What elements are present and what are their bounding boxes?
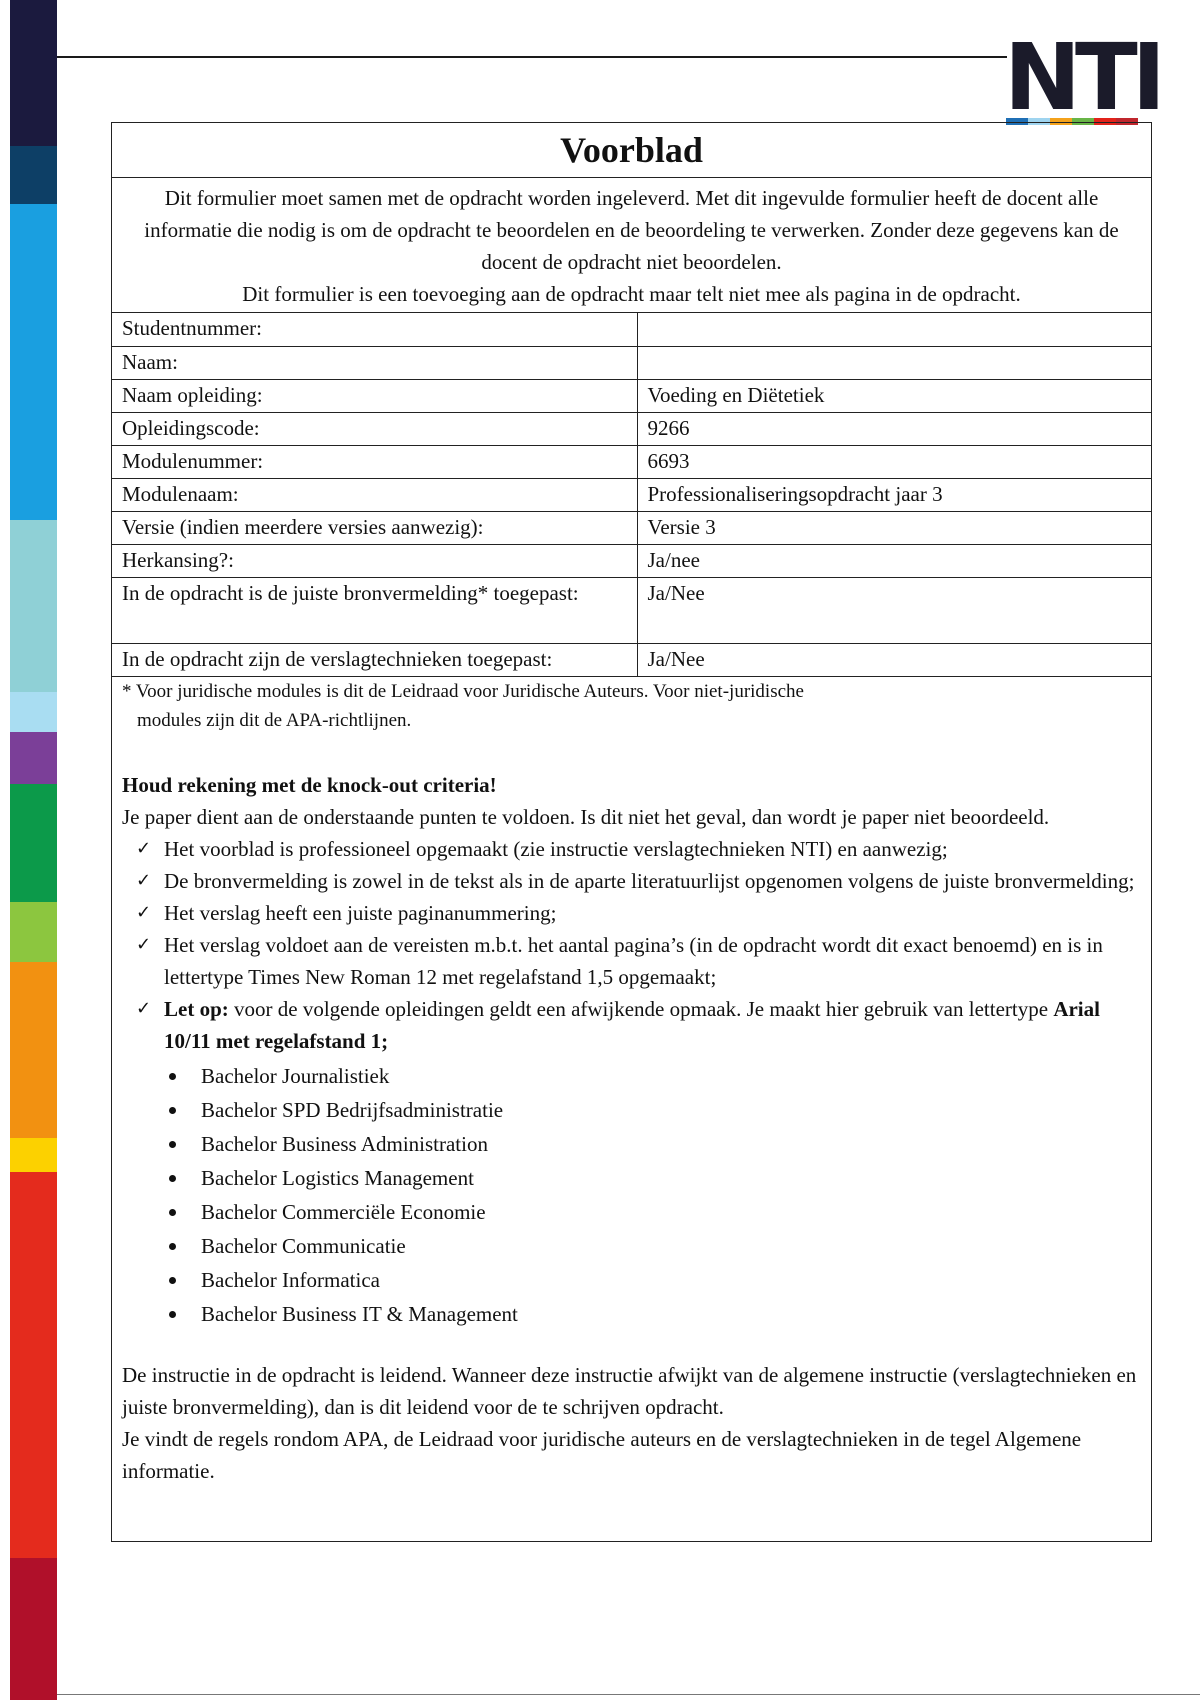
list-item xyxy=(122,1263,1141,1297)
table-row xyxy=(112,346,1151,379)
closing-paragraph: Je vindt de regels rondom APA, de Leidraad voor juridische auteurs en de verslagtechnieken in de tegel Algemene informatie. xyxy=(122,1426,1082,1483)
program-name: Bachelor Business Administration xyxy=(201,1131,488,1156)
footnote-line: * Voor juridische modules is dit de Leidraad voor Juridische Auteurs. Voor niet-juridische xyxy=(122,680,804,702)
color-band-segment xyxy=(10,962,57,1138)
bullet-icon xyxy=(169,1141,176,1148)
color-band-segment xyxy=(10,1138,57,1172)
table-row xyxy=(112,445,1151,478)
checklist-item xyxy=(122,993,1141,1057)
field-value[interactable]: Professionaliseringsopdracht jaar 3 xyxy=(637,478,1151,511)
field-value[interactable] xyxy=(637,313,1151,346)
logo-text: NTI xyxy=(1004,24,1160,131)
checkmark-icon: ✓ xyxy=(136,901,152,923)
bullet-icon xyxy=(169,1073,176,1080)
list-item xyxy=(122,1161,1141,1195)
color-band-segment xyxy=(10,204,57,360)
title-row xyxy=(112,123,1151,178)
bullet-icon xyxy=(169,1107,176,1114)
table-row xyxy=(112,379,1151,412)
checkmark-icon: ✓ xyxy=(136,933,152,955)
program-name: Bachelor Logistics Management xyxy=(201,1165,474,1190)
field-value[interactable]: 6693 xyxy=(637,445,1151,478)
list-item xyxy=(122,1127,1141,1161)
checklist-text: voor de volgende opleidingen geldt een afwijkende opmaak. Je maakt hier gebruik van lettertype xyxy=(228,996,1054,1021)
checklist-text: De bronvermelding is zowel in de tekst als in de aparte literatuurlijst opgenomen volgens de juiste bronvermelding; xyxy=(164,868,1135,893)
program-name: Bachelor Journalistiek xyxy=(201,1063,390,1088)
field-label: In de opdracht zijn de verslagtechnieken toegepast: xyxy=(112,643,637,676)
field-value[interactable]: Ja/nee xyxy=(637,544,1151,577)
field-label: Modulenummer: xyxy=(112,445,637,478)
field-value[interactable]: Ja/Nee xyxy=(637,577,1151,643)
intro-paragraph: Dit formulier moet samen met de opdracht worden ingeleverd. Met dit ingevulde formulier heeft de docent alle informatie die nodig is om de opdracht te beoordelen en de beoordeling te verwerken. Zonder deze gegevens kan de docent de opdracht niet beoordelen. xyxy=(144,186,1119,274)
field-value[interactable] xyxy=(637,346,1151,379)
checklist-text: Het verslag heeft een juiste paginanummering; xyxy=(164,900,557,925)
list-item xyxy=(122,1297,1141,1331)
field-label: Versie (indien meerdere versies aanwezig): xyxy=(112,511,637,544)
list-item xyxy=(122,1093,1141,1127)
bullet-icon xyxy=(169,1243,176,1250)
color-band-segment xyxy=(10,692,57,732)
color-band-segment xyxy=(10,1372,57,1558)
checklist xyxy=(122,833,1141,1057)
header-rule xyxy=(57,56,1007,58)
bullet-icon xyxy=(169,1209,176,1216)
page-title: Voorblad xyxy=(560,130,703,170)
field-label: In de opdracht is de juiste bronvermelding* toegepast: xyxy=(112,577,637,643)
program-name: Bachelor Business IT & Management xyxy=(201,1301,518,1326)
info-table xyxy=(112,313,1151,677)
color-band-segment xyxy=(10,0,57,146)
checklist-text: Het verslag voldoet aan de vereisten m.b.t. het aantal pagina’s (in de opdracht wordt dit exact benoemd) en is in lettertype Times New Roman 12 met regelafstand 1,5 opgemaakt; xyxy=(164,932,1103,989)
bullet-icon xyxy=(169,1311,176,1318)
checkmark-icon: ✓ xyxy=(136,869,152,891)
checklist-text: Het voorblad is professioneel opgemaakt (zie instructie verslagtechnieken NTI) en aanwezig; xyxy=(164,836,948,861)
checklist-item xyxy=(122,897,1141,929)
program-list xyxy=(122,1059,1141,1331)
table-row xyxy=(112,313,1151,346)
field-label: Naam opleiding: xyxy=(112,379,637,412)
closing-text xyxy=(122,1359,1141,1487)
table-row xyxy=(112,478,1151,511)
table-row xyxy=(112,577,1151,643)
field-label: Studentnummer: xyxy=(112,313,637,346)
field-label: Naam: xyxy=(112,346,637,379)
list-item xyxy=(122,1229,1141,1263)
checklist-bold-tail: Arial 10/11 met regelafstand 1; xyxy=(164,996,1100,1053)
closing-paragraph: De instructie in de opdracht is leidend. Wanneer deze instructie afwijkt van de algemene instructie (verslagtechnieken en juiste bronvermelding), dan is dit leidend voor de te schrijven opdracht. xyxy=(122,1362,1137,1419)
color-band-segment xyxy=(10,146,57,204)
color-band-segment xyxy=(10,1172,57,1372)
nti-logo xyxy=(1004,24,1160,131)
color-band-segment xyxy=(10,902,57,962)
table-row xyxy=(112,412,1151,445)
table-row xyxy=(112,544,1151,577)
bullet-icon xyxy=(169,1175,176,1182)
color-band-segment xyxy=(10,1558,57,1700)
field-label: Opleidingscode: xyxy=(112,412,637,445)
color-band-segment xyxy=(10,360,57,520)
footnote-line: modules zijn dit de APA-richtlijnen. xyxy=(137,709,412,731)
field-label: Modulenaam: xyxy=(112,478,637,511)
checklist-item xyxy=(122,833,1141,865)
table-row xyxy=(112,511,1151,544)
field-value[interactable]: Ja/Nee xyxy=(637,643,1151,676)
field-label: Herkansing?: xyxy=(112,544,637,577)
list-item xyxy=(122,1195,1141,1229)
field-value[interactable]: 9266 xyxy=(637,412,1151,445)
checklist-item xyxy=(122,929,1141,993)
program-name: Bachelor Communicatie xyxy=(201,1233,406,1258)
program-name: Bachelor Commerciële Economie xyxy=(201,1199,486,1224)
checklist-bold-lead: Let op: xyxy=(164,996,229,1021)
checklist-item xyxy=(122,865,1141,897)
field-value[interactable]: Versie 3 xyxy=(637,511,1151,544)
cover-form xyxy=(111,122,1152,1542)
footer-rule xyxy=(57,1694,1200,1695)
knockout-title: Houd rekening met de knock-out criteria! xyxy=(122,772,497,797)
color-band-segment xyxy=(10,784,57,902)
color-band-segment xyxy=(10,520,57,692)
program-name: Bachelor Informatica xyxy=(201,1267,380,1292)
table-row xyxy=(112,643,1151,676)
footnote xyxy=(122,677,1141,735)
knockout-intro: Je paper dient aan de onderstaande punten te voldoen. Is dit niet het geval, dan wordt je paper niet beoordeeld. xyxy=(122,804,1050,829)
color-band xyxy=(10,0,57,1700)
checkmark-icon: ✓ xyxy=(136,837,152,859)
program-name: Bachelor SPD Bedrijfsadministratie xyxy=(201,1097,504,1122)
color-band-segment xyxy=(10,732,57,784)
intro-paragraph: Dit formulier is een toevoeging aan de opdracht maar telt niet mee als pagina in de opdracht. xyxy=(242,282,1021,306)
field-value[interactable]: Voeding en Diëtetiek xyxy=(637,379,1151,412)
bullet-icon xyxy=(169,1277,176,1284)
body-text xyxy=(112,677,1151,1487)
checkmark-icon: ✓ xyxy=(136,997,152,1019)
intro-text xyxy=(112,178,1151,313)
list-item xyxy=(122,1059,1141,1093)
